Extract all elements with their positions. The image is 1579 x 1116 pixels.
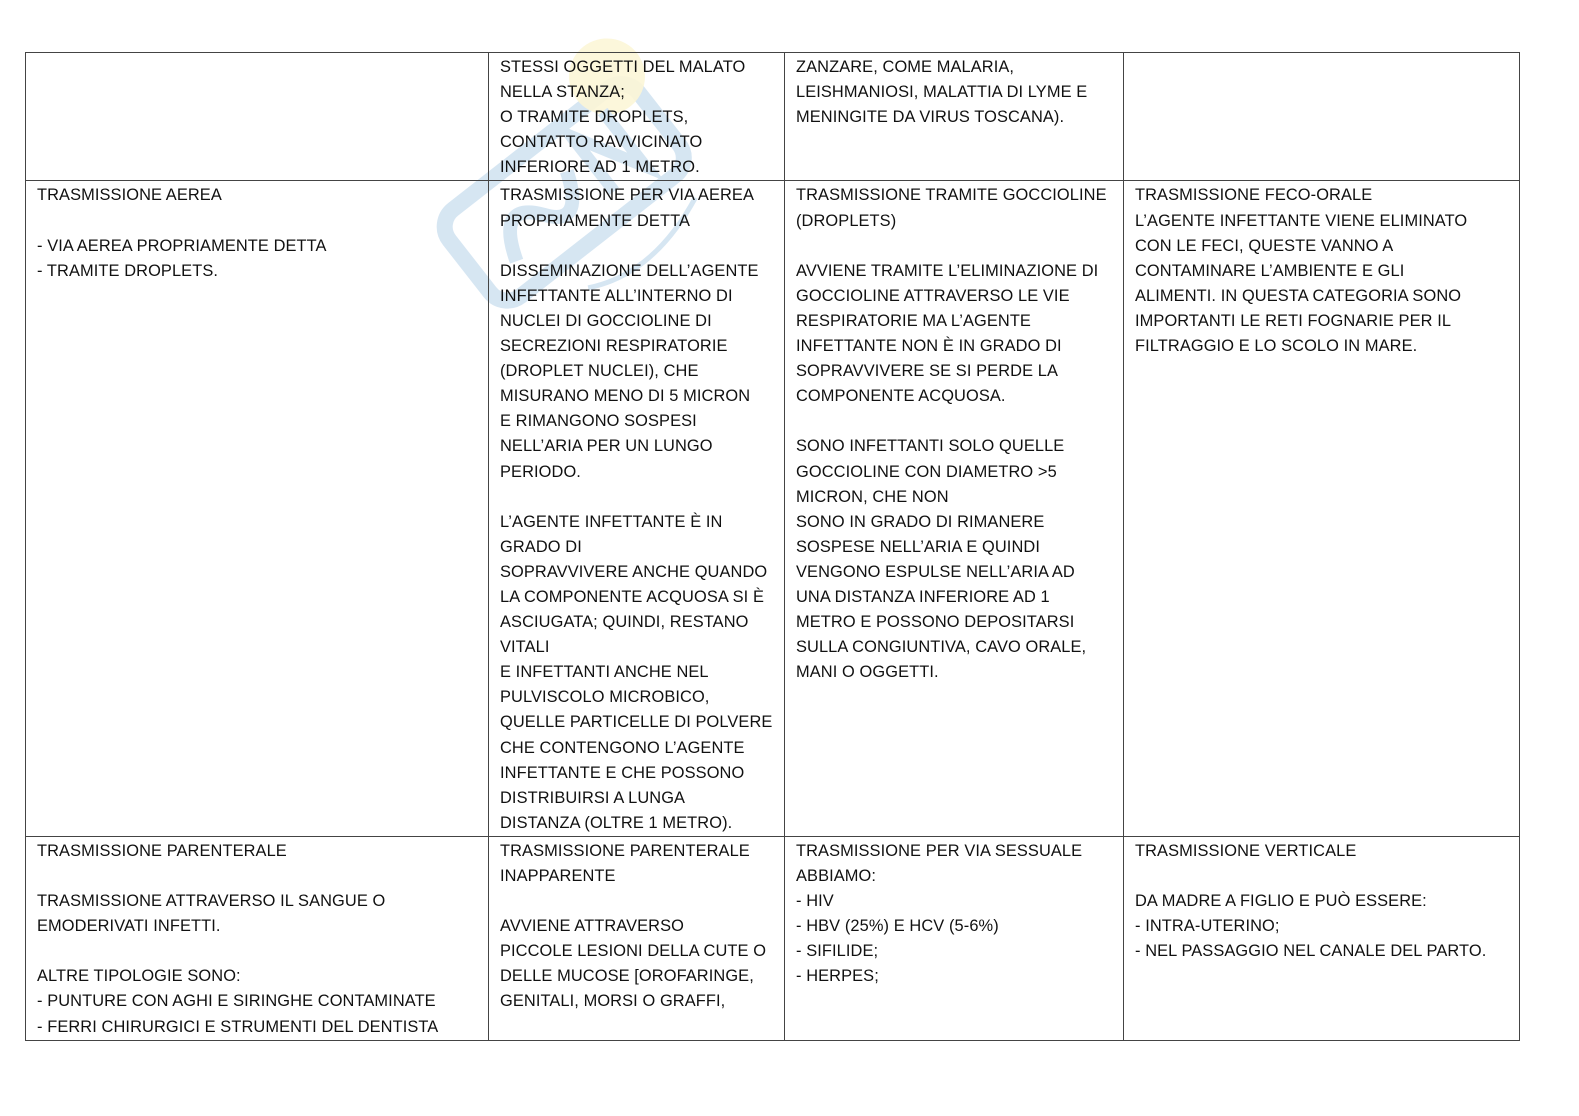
cell-text: TRASMISSIONE PER VIA AEREA PROPRIAMENTE DETTA DISSEMINAZIONE DELL’AGENTE INFETTANTE ALL’INTERNO DI NUCLEI DI GOCCIOLINE DI SECREZIONI RESPIRATORIE (DROPLET NUCLEI), CHE MISURANO MENO DI 5 MICRON E RIMANGONO SOSPESI NELL’ARIA PER UN LUNGO PERIODO. L’AGENTE INFETTANTE È IN GRADO DI SOPRAVVIVERE ANCHE QUANDO LA COMPONENTE ACQUOSA SI È ASCIUGATA; QUINDI, RESTANO VITALI E INFETTANTI ANCHE NEL PULVISCOLO MICROBICO, QUELLE PARTICELLE DI POLVERE CHE CONTENGONO L’AGENTE INFETTANTE E CHE POSSONO DISTRIBUIRSI A LUNGA DISTANZA (OLTRE 1 METRO). — [500, 186, 773, 832]
table-row — [26, 53, 1520, 181]
table-cell — [26, 53, 489, 181]
table-cell — [785, 181, 1124, 836]
cell-text: ZANZARE, COME MALARIA, LEISHMANIOSI, MALATTIA DI LYME E MENINGITE DA VIRUS TOSCANA). — [796, 58, 1088, 127]
cell-text: TRASMISSIONE PER VIA SESSUALE ABBIAMO: - HIV - HBV (25%) E HCV (5-6%) - SIFILIDE; - HERPES; — [796, 841, 1083, 986]
cell-text: TRASMISSIONE VERTICALE DA MADRE A FIGLIO E PUÒ ESSERE: - INTRA-UTERINO; - NEL PASSAGGIO NEL CANALE DEL PARTO. — [1135, 841, 1487, 961]
table-cell — [785, 53, 1124, 181]
cell-text: TRASMISSIONE TRAMITE GOCCIOLINE (DROPLETS) AVVIENE TRAMITE L’ELIMINAZIONE DI GOCCIOLINE ATTRAVERSO LE VIE RESPIRATORIE MA L’AGENTE INFETTANTE NON È IN GRADO DI SOPRAVVIVERE SE SI PERDE LA COMPONENTE ACQUOSA. SONO INFETTANTI SOLO QUELLE GOCCIOLINE CON DIAMETRO >5 MICRON, CHE NON SONO IN GRADO DI RIMANERE SOSPESE NELL’ARIA E QUINDI VENGONO ESPULSE NELL’ARIA AD UNA DISTANZA INFERIORE AD 1 METRO E POSSONO DEPOSITARSI SULLA CONGIUNTIVA, CAVO ORALE, MANI O OGGETTI. — [796, 186, 1107, 682]
cell-text: TRASMISSIONE PARENTERALE INAPPARENTE AVVIENE ATTRAVERSO PICCOLE LESIONI DELLA CUTE O DELLE MUCOSE [OROFARINGE, GENITALI, MORSI O GRAFFI, — [500, 841, 767, 1011]
cell-text: TRASMISSIONE PARENTERALE TRASMISSIONE ATTRAVERSO IL SANGUE O EMODERIVATI INFETTI. ALTRE TIPOLOGIE SONO: - PUNTURE CON AGHI E SIRINGHE CONTAMINATE - FERRI CHIRURGICI E STRUMENTI DEL DENTISTA — [37, 841, 439, 1036]
table-cell — [489, 53, 785, 181]
cell-text: STESSI OGGETTI DEL MALATO NELLA STANZA; O TRAMITE DROPLETS, CONTATTO RAVVICINATO INFERIORE AD 1 METRO. — [500, 58, 746, 177]
table-cell — [785, 836, 1124, 1040]
table-cell — [26, 836, 489, 1040]
table-row — [26, 836, 1520, 1040]
cell-text: TRASMISSIONE FECO-ORALE L’AGENTE INFETTANTE VIENE ELIMINATO CON LE FECI, QUESTE VANNO A CONTAMINARE L’AMBIENTE E GLI ALIMENTI. IN QUESTA CATEGORIA SONO IMPORTANTI LE RETI FOGNARIE PER IL FILTRAGGIO E LO SCOLO IN MARE. — [1135, 186, 1468, 356]
table-cell — [1124, 181, 1520, 836]
table-cell — [489, 836, 785, 1040]
table-cell — [26, 181, 489, 836]
table-row — [26, 181, 1520, 836]
table-cell — [1124, 53, 1520, 181]
transmission-table — [25, 52, 1520, 1041]
table-cell — [489, 181, 785, 836]
table-cell — [1124, 836, 1520, 1040]
cell-text: TRASMISSIONE AEREA - VIA AEREA PROPRIAMENTE DETTA - TRAMITE DROPLETS. — [37, 186, 327, 280]
